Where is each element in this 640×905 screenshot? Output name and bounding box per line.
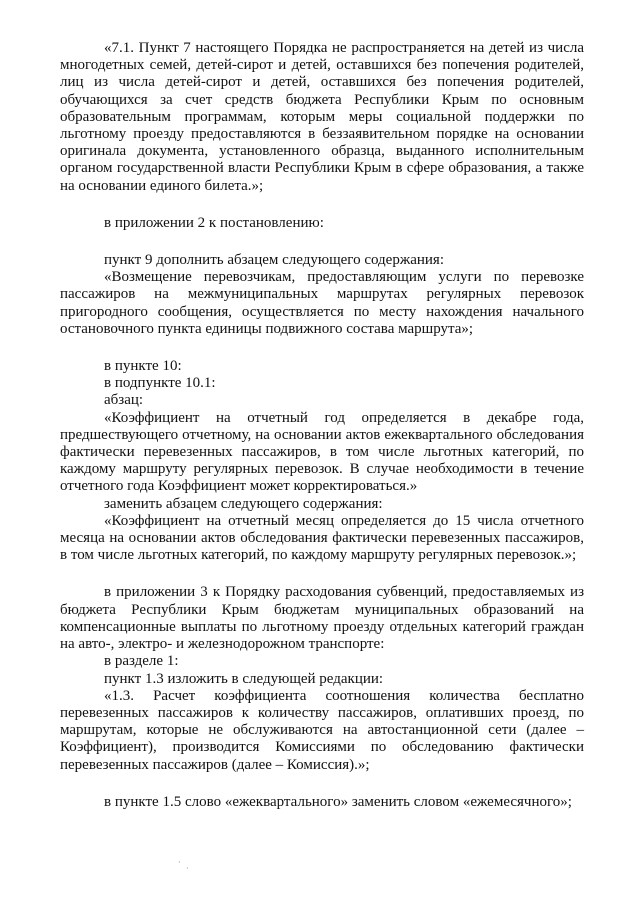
paragraph-appendix-2: в приложении 2 к постановлению: bbox=[104, 214, 324, 231]
scan-speck: · bbox=[178, 858, 181, 867]
paragraph-point-1-5: в пункте 1.5 слово «ежеквартального» заменить словом «ежемесячного»; bbox=[104, 793, 572, 810]
paragraph-point-1-3: пункт 1.3 изложить в следующей редакции: bbox=[104, 670, 384, 687]
paragraph-abzac: абзац: bbox=[104, 392, 144, 409]
paragraph-new-coefficient: «Коэффициент на отчетный месяц определяется до 15 числа отчетного месяца на основании актов обследования фактически перевезенных пассажиров, в том числе льготных категорий, по каждому маршруту регулярных перевозок.»; bbox=[60, 512, 584, 564]
scan-speck: · bbox=[186, 864, 189, 873]
paragraph-subpoint-10-1: в подпункте 10.1: bbox=[104, 375, 216, 392]
paragraph-appendix-3: в приложении 3 к Порядку расходования субвенций, предоставляемых из бюджета Республики Крым бюджетам муниципальных образований на компенсационные выплаты по льготному проезду отдельных категорий граждан на авто-, электро- и железнодорожном транспорте: bbox=[60, 584, 584, 653]
paragraph-point-10: в пункте 10: bbox=[104, 358, 182, 375]
paragraph-section-1: в разделе 1: bbox=[104, 653, 179, 670]
paragraph-reimbursement: «Возмещение перевозчикам, предоставляющим услуги по перевозке пассажиров на межмуниципальных маршрутах регулярных перевозок пригородного сообщения, осуществляется по месту нахождения начального остановочного пункта единицы подвижного состава маршрута»; bbox=[60, 269, 584, 337]
paragraph-old-coefficient: «Коэффициент на отчетный год определяется в декабре года, предшествующего отчетному, на основании актов ежеквартального обследования фактически перевезенных пассажиров, в том числе льготных категорий, по каждому маршруту регулярных перевозок. В случае необходимости в течение отчетного года Коэффициент может корректироваться.» bbox=[60, 409, 584, 495]
paragraph-replace: заменить абзацем следующего содержания: bbox=[104, 495, 383, 512]
paragraph-coefficient-calc: «1.3. Расчет коэффициента соотношения количества бесплатно перевезенных пассажиров к количеству пассажиров, оплативших проезд, по маршрутам, которые не обслуживаются на автостанционной сети (далее – Коэффициент), производится Комиссиями по обследованию фактически перевезенных пассажиров (далее – Комиссия).»; bbox=[60, 687, 584, 773]
paragraph-point-9: пункт 9 дополнить абзацем следующего содержания: bbox=[104, 252, 444, 269]
paragraph-7-1: «7.1. Пункт 7 настоящего Порядка не распространяется на детей из числа многодетных семей, детей-сирот и детей, оставшихся без попечения родителей, лиц из числа детей-сирот и детей, оставшихся без попечения родителей, обучающихся за счет средств бюджета Республики Крым по основным образовательным программам, которым меры социальной поддержки по льготному проезду предоставляются в беззаявительном порядке на основании оригинала документа, установленного образца, выданного исполнительным органом государственной власти Республики Крым в сфере образования, а также на основании единого билета.»; bbox=[60, 40, 584, 194]
document-page bbox=[60, 40, 584, 811]
